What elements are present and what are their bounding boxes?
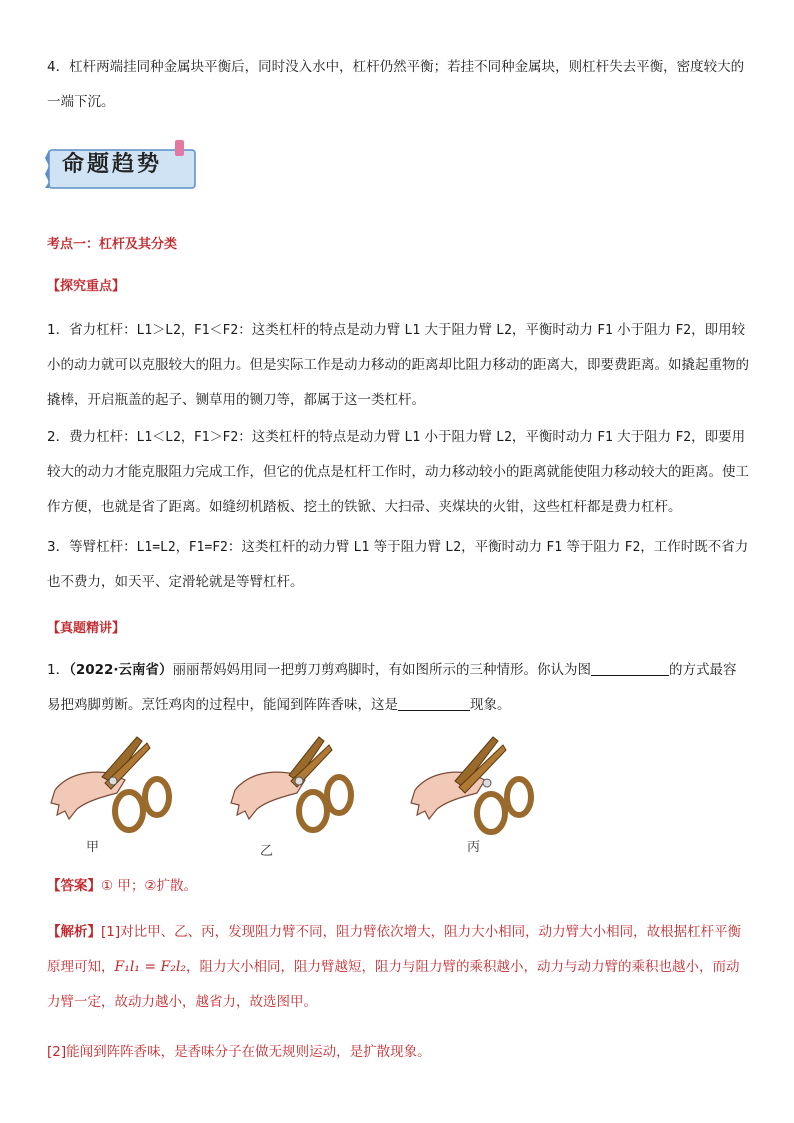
scissors-figure-bing [407, 735, 537, 835]
question-1: 1．（2022·云南省）丽丽帮妈妈用同一把剪刀剪鸡脚时，有如图所示的三种情形。你认为图 的方式最容易把鸡脚剪断。烹饪鸡肉的过程中，能闻到阵阵香味，这是 现象。 [47, 662, 737, 713]
banner-title: 命题趋势 [62, 151, 163, 177]
paragraph-lever-3: 3．等臂杠杆：L1=L2，F1=F2：这类杠杆的动力臂 L1 等于阻力臂 L2，平衡时动力 F1 等于阻力 F2，工作时既不省力也不费力，如天平、定滑轮就是等臂杠杆。 [47, 539, 749, 590]
figure-label-bing: 丙 [467, 840, 481, 855]
scissors-figure-jia [47, 735, 177, 835]
paragraph-lever-1: 1．省力杠杆：L1＞L2，F1＜F2：这类杠杆的特点是动力臂 L1 大于阻力臂 L2，平衡时动力 F1 小于阻力 F2，即用较小的动力就可以克服较大的阻力。但是实际工作是动力移动的距离却比阻力移动的距离大，即要费距离。如撬起重物的撬棒，开启瓶盖的起子、铡草用的铡刀等，都属于这一类杠杆。 [47, 322, 749, 408]
tanjiu-title: 【探究重点】 [47, 279, 126, 294]
clip-icon [175, 140, 184, 156]
analysis-paragraph: 【解析】[1]对比甲、乙、丙，发现阻力臂不同，阻力臂依次增大，阻力大小相同，动力臂大小相同，故根据杠杆平衡原理可知，F₁l₁ = F₂l₂，阻力大小相同，阻力臂越短，阻力与阻力臂的乘积越小，动力与动力臂的乘积也越小，而动力臂一定，故动力越小，越省力，故选图甲。 [47, 924, 742, 1010]
answer-line: 【答案】① 甲；②扩散。 [47, 878, 197, 894]
analysis-part-2: [2]能闻到阵阵香味，是香味分子在做无规则运动，是扩散现象。 [47, 1044, 431, 1060]
zhenti-title: 【真题精讲】 [47, 621, 126, 636]
answer-blank-2 [398, 696, 470, 711]
lever-formula: F₁l₁ = F₂l₂ [114, 959, 186, 975]
figure-label-yi: 乙 [260, 844, 274, 859]
figure-label-jia: 甲 [86, 840, 100, 855]
kaodian-title: 考点一：杠杆及其分类 [47, 237, 178, 252]
intro-item-4: 4．杠杆两端挂同种金属块平衡后，同时没入水中，杠杆仍然平衡；若挂不同种金属块，则杠杆失去平衡，密度较大的一端下沉。 [47, 59, 745, 110]
scissors-figure-yi [227, 735, 357, 835]
paragraph-lever-2: 2．费力杠杆：L1＜L2，F1＞F2：这类杠杆的特点是动力臂 L1 小于阻力臂 L2，平衡时动力 F1 大于阻力 F2，即要用较大的动力才能克服阻力完成工作，但它的优点是杠杆工作时，动力移动较小的距离就能使阻力移动较大的距离。使工作方便，也就是省了距离。如缝纫机踏板、挖土的铁锨、大扫帚、夹煤块的火钳，这些杠杆都是费力杠杆。 [47, 429, 749, 515]
answer-blank-1 [591, 661, 669, 676]
